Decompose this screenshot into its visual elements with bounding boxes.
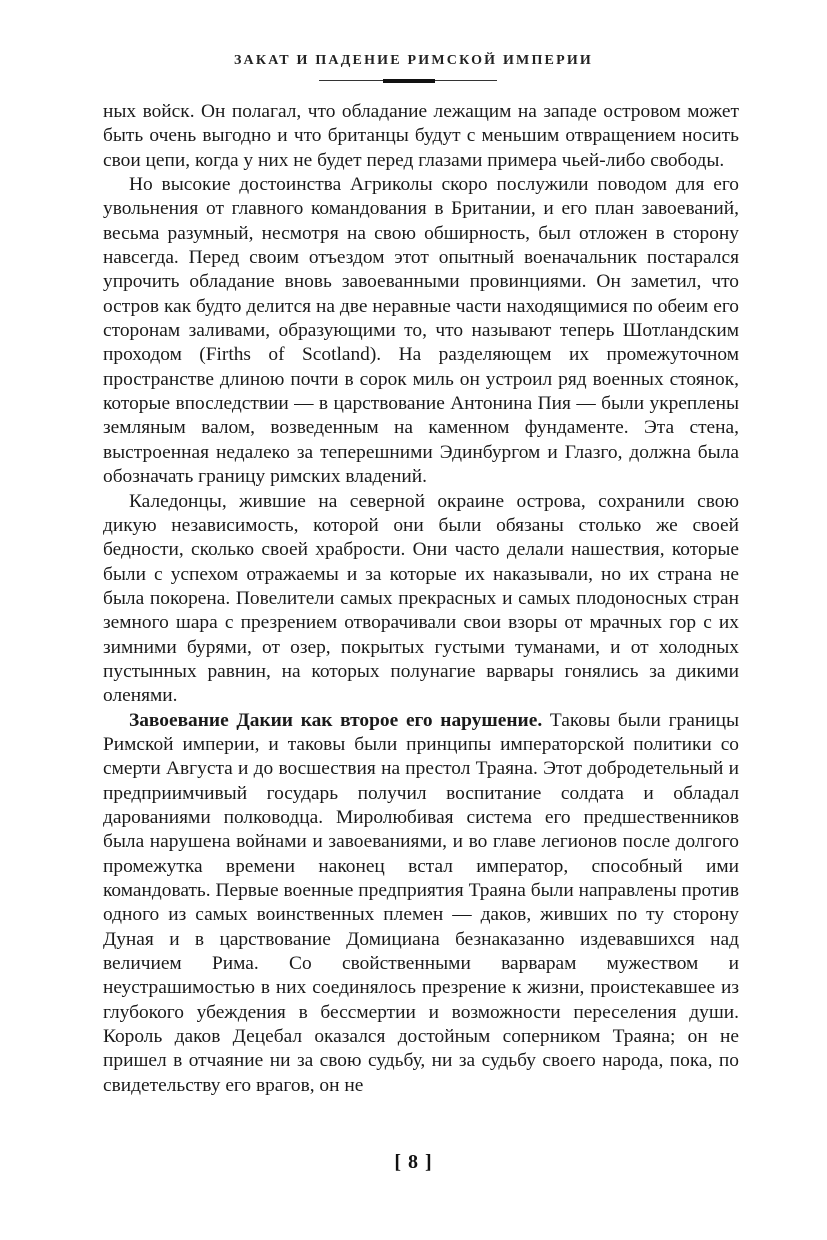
paragraph-text: Таковы были границы Римской империи, и таковы были принципы императорской политики со смерти Августа и до восшествия на престол Траяна. Этот добродетельный и предприимчивый государь получил воспитание солдата и обладал дарованиями полководца. Миролюбивая система его предшественников была нарушена войнами и завоеваниями, и во главе легионов после долгого промежутка времени наконец встал император, способный ими командовать. Первые военные предприятия Траяна были направлены против одного из самых воинственных племен — даков, живших по ту сторону Дуная и в царствование Домициана безнаказанно издевавшихся над величием Рима. Со свойственными варварам мужеством и неустрашимостью в них соединялось презрение к жизни, проистекавшее из глубокого убеждения в бессмертии и возможности переселения души. Король даков Децебал оказался достойным соперником Траяна; он не пришел в отчаяние ни за свою судьбу, ни за судьбу своего народа, пока, по свидетельству его врагов, он не [103, 709, 740, 1096]
paragraph-text: ных войск. Он полагал, что обладание лежащим на западе островом может быть очень выгодно и что британцы будут с меньшим отвращением носить свои цепи, когда у них не будет перед глазами примера чьей-либо свободы. [103, 101, 739, 171]
body-text [103, 100, 739, 1098]
section-run-in-heading: Завоевание Дакии как второе его нарушение. [129, 709, 543, 731]
paragraph-text: Но высокие достоинства Агриколы скоро послужили поводом для его увольнения от главного командования в Британии, и его план завоеваний, весьма разумный, несмотря на свою обширность, был отложен в сторону навсегда. Перед своим отъездом этот опытный военачальник постарался упрочить обладание вновь завоеванными провинциями. Он заметил, что остров как будто делится на две неравные части находящимися по обеим его сторонам заливами, образующими то, что называют теперь Шотландским проходом (Firths of Scotland). На разделяющем их промежуточном пространстве длиною почти в сорок миль он устроил ряд военных стоянок, которые впоследствии — в царствование Антонина Пия — были укреплены земляным валом, возведенным на каменном фундаменте. Эта стена, выстроенная недалеко за теперешними Эдинбургом и Глазго, должна была обозначать границу римских владений. [103, 174, 739, 488]
paragraph [103, 100, 739, 173]
paragraph-text: Каледонцы, жившие на северной окраине острова, сохранили свою дикую независимость, которой они были обязаны столько же своей бедности, сколько своей храбрости. Они часто делали нашествия, которые были с успехом отражаемы и за которые их наказывали, но их страна не была покорена. Повелители самых прекрасных и самых плодоносных стран земного шара с презрением отворачивали свои взоры от мрачных гор с их зимними бурями, от озер, покрытых густыми туманами, и от холодных пустынных равнин, на которых полунагие варвары гонялись за дикими оленями. [103, 490, 739, 707]
page-number: [ 8 ] [394, 1151, 433, 1173]
paragraph [103, 709, 739, 1099]
paragraph [103, 173, 739, 489]
running-head-ornament [383, 79, 435, 83]
paragraph [103, 490, 739, 709]
running-head: ЗАКАТ И ПАДЕНИЕ РИМСКОЙ ИМПЕРИИ [233, 53, 594, 68]
